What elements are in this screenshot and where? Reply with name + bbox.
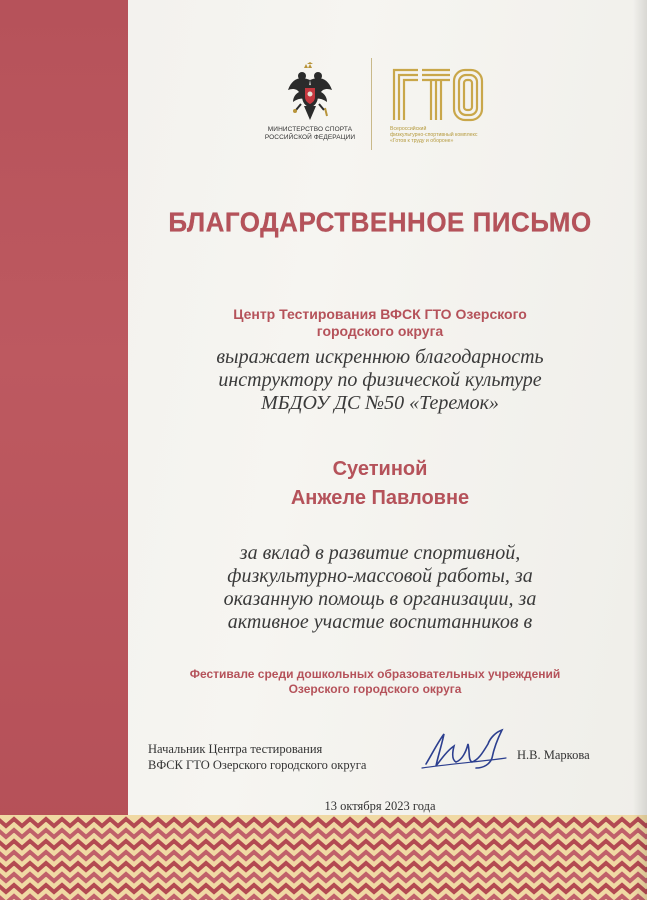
festival-line-1: Фестивале среди дошкольных образовательных учреждений xyxy=(189,667,561,681)
gto-logo xyxy=(390,66,510,156)
recipient-given-names: Анжеле Павловне xyxy=(290,487,470,509)
gto-caption xyxy=(390,126,508,145)
reason-text xyxy=(140,542,620,634)
organization-line-2: городского округа xyxy=(316,323,444,339)
left-red-band xyxy=(0,0,128,900)
ministry-line-2: РОССИЙСКОЙ ФЕДЕРАЦИИ xyxy=(264,133,356,141)
gratitude-line-3: МБДОУ ДС №50 «Теремок» xyxy=(261,392,499,414)
organization-line-1: Центр Тестирования ВФСК ГТО Озерского xyxy=(233,306,527,322)
gto-logo-icon xyxy=(390,66,486,122)
gratitude-line-1: выражает искреннюю благодарность xyxy=(216,346,544,368)
reason-line-1: за вклад в развитие спортивной, xyxy=(239,542,521,564)
page-edge-shadow xyxy=(633,0,647,900)
signatory-position-line-1: Начальник Центра тестирования xyxy=(148,742,323,756)
chevron-ornament-band xyxy=(0,815,647,900)
gratitude-line-2: инструктору по физической культуре xyxy=(218,369,542,391)
signatory-position xyxy=(148,741,438,773)
reason-line-2: физкультурно-массовой работы, за xyxy=(227,565,533,587)
festival-line-2: Озерского городского округа xyxy=(288,682,462,696)
reason-line-3: оказанную помощь в организации, за xyxy=(223,588,537,610)
gto-caption-line-3: «Готов к труду и обороне» xyxy=(390,138,454,145)
ministry-line-1: МИНИСТЕРСТВО СПОРТА xyxy=(267,126,353,133)
double-headed-eagle-icon xyxy=(287,62,333,124)
recipient-surname: Суетиной xyxy=(332,458,428,480)
organization-name xyxy=(150,306,610,340)
festival-name xyxy=(150,667,600,697)
gto-caption-line-1: Всероссийский xyxy=(390,126,427,132)
signatory-position-line-2: ВФСК ГТО Озерского городского округа xyxy=(148,758,367,772)
gratitude-text xyxy=(140,346,620,415)
gto-caption-line-2: физкультурно-спортивный комплекс xyxy=(390,132,478,139)
logo-divider xyxy=(371,58,372,150)
issue-date: 13 октября 2023 года xyxy=(324,799,436,813)
handwritten-signature xyxy=(418,724,510,776)
signatory-name: Н.В. Маркова xyxy=(517,748,590,762)
ministry-logo xyxy=(262,62,358,162)
recipient-name xyxy=(140,455,620,513)
reason-line-4: активное участие воспитанников в xyxy=(227,611,533,633)
document-title: БЛАГОДАРСТВЕННОЕ ПИСЬМО xyxy=(168,205,592,239)
